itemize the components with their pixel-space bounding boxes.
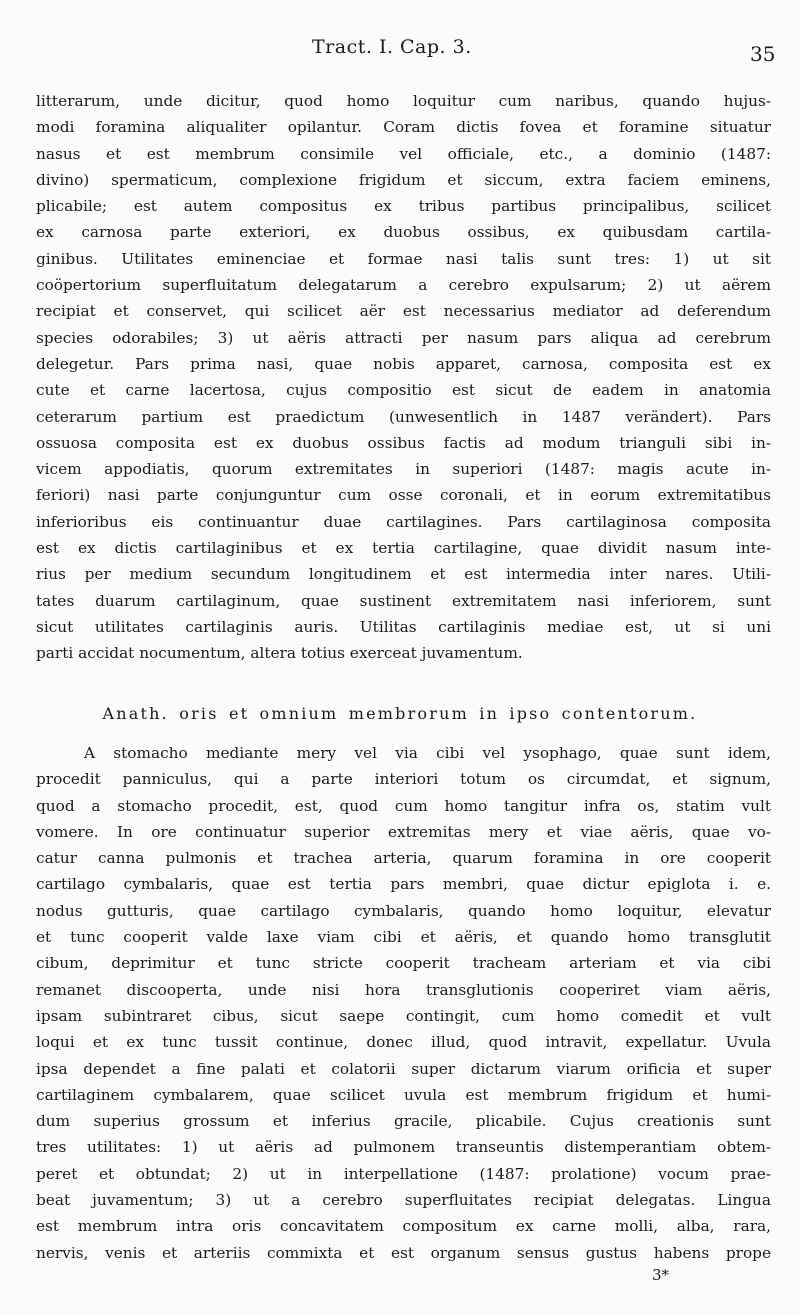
running-head	[0, 32, 800, 66]
text-line: parti accidat nocumentum, altera totius exerceat juvamentum.	[36, 644, 523, 663]
text-line: nasus et est membrum consimile vel officiale, etc., a dominio (1487:	[36, 144, 771, 163]
text-line: cartilago cymbalaris, quae est tertia pars membri, quae dictur epiglota i. e.	[36, 875, 771, 894]
text-line: modi foramina aliqualiter opilantur. Coram dictis fovea et foramine situatur	[36, 118, 771, 137]
page-number: 35	[750, 42, 776, 66]
text-line: inferioribus eis continuantur duae cartilagines. Pars cartilaginosa composita	[36, 512, 771, 531]
text-line: feriori) nasi parte conjunguntur cum osse coronali, et in eorum extremitatibus	[36, 486, 771, 505]
text-line: species odorabiles; 3) ut aëris attracti per nasum pars aliqua ad cerebrum	[36, 328, 771, 347]
text-line: coöpertorium superfluitatum delegatarum a cerebro expulsarum; 2) ut aërem	[36, 276, 771, 295]
text-line: vicem appodiatis, quorum extremitates in superiori (1487: magis acute in-	[36, 460, 771, 479]
text-line: vomere. In ore continuatur superior extremitas mery et viae aëris, quae vo-	[36, 822, 771, 841]
section-heading: Anath. oris et omnium membrorum in ipso contentorum.	[102, 704, 698, 723]
text-line: peret et obtundat; 2) ut in interpellatione (1487: prolatione) vocum prae-	[36, 1164, 771, 1183]
text-line: est ex dictis cartilaginibus et ex tertia cartilagine, quae dividit nasum inte-	[36, 539, 771, 558]
text-line: procedit panniculus, qui a parte interiori totum os circumdat, et signum,	[36, 770, 771, 789]
text-line: cartilaginem cymbalarem, quae scilicet uvula est membrum frigidum et humi-	[36, 1085, 771, 1104]
text-line: recipiat et conservet, qui scilicet aër est necessarius mediator ad deferendum	[36, 302, 771, 321]
text-line: ex carnosa parte exteriori, ex duobus ossibus, ex quibusdam cartila-	[36, 223, 771, 242]
text-line: nervis, venis et arteriis commixta et est organum sensus gustus habens prope	[36, 1243, 771, 1262]
text-line: ipsa dependet a fine palati et colatorii super dictarum viarum orificia et super	[36, 1059, 771, 1078]
text-line: litterarum, unde dicitur, quod homo loquitur cum naribus, quando hujus-	[36, 92, 771, 110]
text-line: ceterarum partium est praedictum (unwesentlich in 1487 verändert). Pars	[36, 407, 771, 426]
running-title: Tract. I. Cap. 3.	[312, 36, 472, 58]
text-line: divino) spermaticum, complexione frigidum et siccum, extra faciem eminens,	[36, 170, 771, 189]
text-line: A stomacho mediante mery vel via cibi vel ysophago, quae sunt idem,	[84, 744, 771, 762]
text-line: delegetur. Pars prima nasi, quae nobis apparet, carnosa, composita est ex	[36, 354, 771, 373]
text-line: tres utilitates: 1) ut aëris ad pulmonem transeuntis distemperantiam obtem-	[36, 1138, 771, 1157]
text-line: remanet discooperta, unde nisi hora transglutionis cooperiret viam aëris,	[36, 980, 771, 999]
text-line: est membrum intra oris concavitatem compositum ex carne molli, alba, rara,	[36, 1217, 771, 1236]
text-line: plicabile; est autem compositus ex tribus partibus principalibus, scilicet	[36, 197, 771, 216]
text-line: et tunc cooperit valde laxe viam cibi et aëris, et quando homo transglutit	[36, 928, 771, 947]
text-line: beat juvamentum; 3) ut a cerebro superfluitates recipiat delegatas. Lingua	[36, 1191, 771, 1210]
text-line: ginibus. Utilitates eminenciae et formae nasi talis sunt tres: 1) ut sit	[36, 249, 771, 268]
paragraph-oris	[36, 740, 771, 1266]
text-line: quod a stomacho procedit, est, quod cum homo tangitur infra os, statim vult	[36, 796, 771, 815]
text-line: cute et carne lacertosa, cujus compositio est sicut de eadem in anatomia	[36, 381, 771, 400]
text-line: ossuosa composita est ex duobus ossibus factis ad modum trianguli sibi in-	[36, 433, 771, 452]
text-line: loqui et ex tunc tussit continue, donec illud, quod intravit, expellatur. Uvula	[36, 1033, 771, 1052]
text-line: rius per medium secundum longitudinem et est intermedia inter nares. Utili-	[36, 565, 771, 584]
text-line: dum superius grossum et inferius gracile, plicabile. Cujus creationis sunt	[36, 1112, 771, 1131]
text-line: ipsam subintraret cibus, sicut saepe contingit, cum homo comedit et vult	[36, 1006, 771, 1025]
text-line: nodus gutturis, quae cartilago cymbalaris, quando homo loquitur, elevatur	[36, 901, 771, 920]
text-line: cibum, deprimitur et tunc stricte cooperit tracheam arteriam et via cibi	[36, 954, 771, 973]
text-line: sicut utilitates cartilaginis auris. Utilitas cartilaginis mediae est, ut si uni	[36, 617, 771, 636]
text-line: tates duarum cartilaginum, quae sustinent extremitatem nasi inferiorem, sunt	[36, 591, 771, 610]
text-line: catur canna pulmonis et trachea arteria, quarum foramina in ore cooperit	[36, 849, 771, 868]
paragraph-nasus	[36, 88, 771, 667]
signature-mark: 3*	[652, 1266, 670, 1284]
